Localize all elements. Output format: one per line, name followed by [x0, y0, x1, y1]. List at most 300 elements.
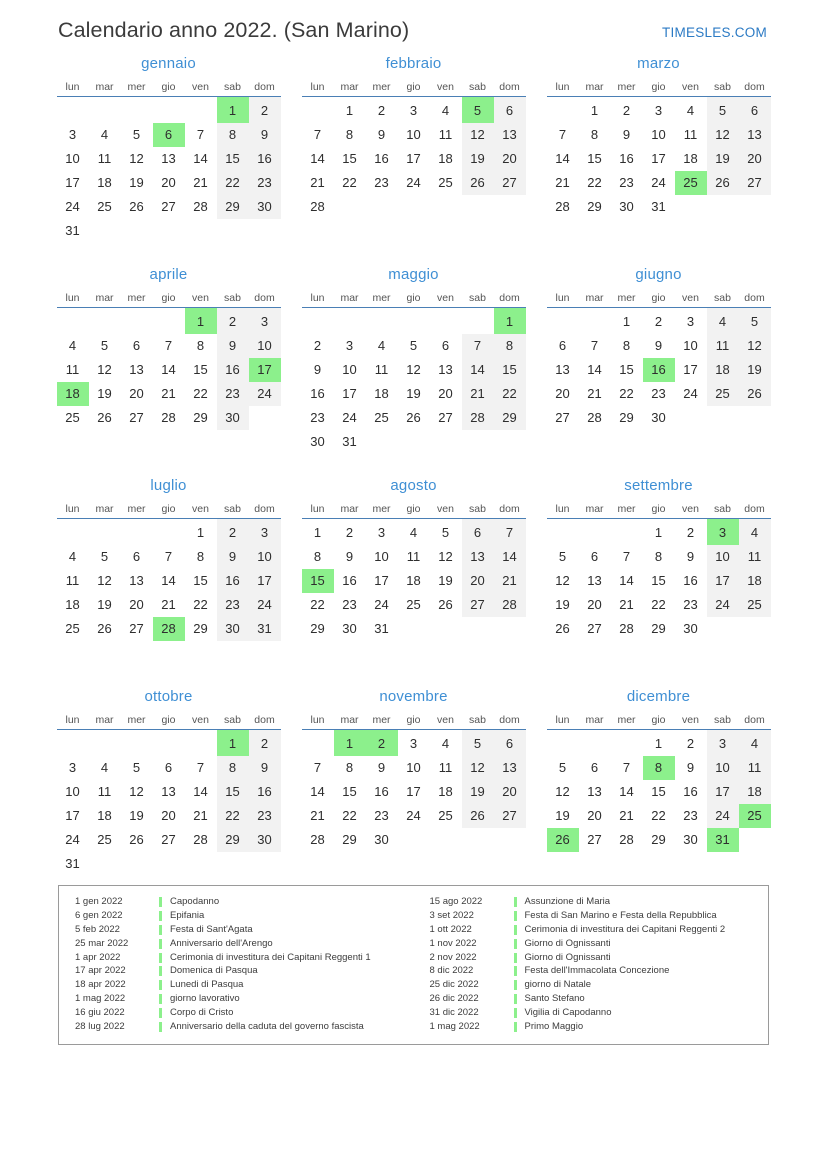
day-cell[interactable]: 19 [129, 808, 144, 823]
day-cell[interactable]: 24 [683, 386, 698, 401]
day-cell[interactable]: 10 [342, 362, 357, 377]
day-cell-weekend[interactable]: 18 [739, 780, 771, 804]
day-cell-weekend[interactable]: 13 [494, 123, 526, 147]
day-cell[interactable]: 26 [555, 621, 570, 636]
day-cell[interactable]: 29 [193, 621, 208, 636]
day-cell-weekend[interactable]: 15 [494, 358, 526, 382]
day-cell-weekend[interactable]: 19 [462, 147, 494, 171]
day-cell[interactable]: 19 [438, 573, 453, 588]
day-cell[interactable]: 11 [683, 127, 698, 142]
day-cell-weekend[interactable]: 26 [462, 804, 494, 828]
day-cell[interactable]: 4 [441, 736, 450, 751]
day-cell[interactable]: 20 [555, 386, 570, 401]
day-cell-weekend[interactable]: 15 [217, 780, 249, 804]
day-cell[interactable]: 24 [374, 597, 389, 612]
day-cell[interactable]: 25 [374, 410, 389, 425]
day-cell[interactable]: 25 [65, 621, 80, 636]
day-cell[interactable]: 24 [406, 808, 421, 823]
day-cell-weekend[interactable]: 5 [707, 97, 739, 124]
day-cell[interactable]: 1 [654, 736, 663, 751]
day-cell-weekend[interactable]: 8 [217, 123, 249, 147]
day-cell[interactable]: 17 [651, 151, 666, 166]
day-cell[interactable]: 21 [310, 175, 325, 190]
day-cell[interactable]: 7 [590, 338, 599, 353]
day-cell[interactable]: 25 [438, 175, 453, 190]
day-cell[interactable]: 17 [406, 784, 421, 799]
day-cell[interactable]: 4 [441, 103, 450, 118]
day-cell[interactable]: 5 [441, 525, 450, 540]
day-cell[interactable]: 22 [193, 386, 208, 401]
day-cell-holiday[interactable]: 31 [707, 828, 739, 852]
day-cell[interactable]: 24 [65, 199, 80, 214]
day-cell[interactable]: 7 [313, 127, 322, 142]
day-cell[interactable]: 2 [654, 314, 663, 329]
day-cell-holiday[interactable]: 28 [153, 617, 185, 641]
day-cell[interactable]: 27 [587, 832, 602, 847]
day-cell-weekend[interactable]: 7 [462, 334, 494, 358]
day-cell-weekend[interactable]: 31 [249, 617, 281, 641]
day-cell[interactable]: 11 [438, 127, 453, 142]
day-cell[interactable]: 8 [313, 549, 322, 564]
day-cell-weekend[interactable]: 20 [462, 569, 494, 593]
day-cell[interactable]: 28 [310, 832, 325, 847]
day-cell[interactable]: 2 [686, 525, 695, 540]
day-cell-weekend[interactable]: 10 [249, 334, 281, 358]
day-cell-weekend[interactable]: 22 [217, 804, 249, 828]
day-cell[interactable]: 13 [161, 151, 176, 166]
day-cell[interactable]: 2 [313, 338, 322, 353]
day-cell[interactable]: 30 [374, 832, 389, 847]
day-cell-weekend[interactable]: 19 [739, 358, 771, 382]
day-cell[interactable]: 20 [438, 386, 453, 401]
day-cell[interactable]: 23 [374, 808, 389, 823]
day-cell[interactable]: 24 [651, 175, 666, 190]
day-cell[interactable]: 10 [683, 338, 698, 353]
day-cell[interactable]: 23 [651, 386, 666, 401]
day-cell[interactable]: 7 [622, 549, 631, 564]
day-cell[interactable]: 26 [438, 597, 453, 612]
day-cell[interactable]: 8 [654, 549, 663, 564]
day-cell[interactable]: 9 [345, 549, 354, 564]
day-cell-weekend[interactable]: 12 [462, 756, 494, 780]
day-cell[interactable]: 29 [587, 199, 602, 214]
day-cell[interactable]: 27 [587, 621, 602, 636]
day-cell[interactable]: 15 [651, 784, 666, 799]
day-cell-weekend[interactable]: 3 [249, 308, 281, 335]
day-cell[interactable]: 23 [310, 410, 325, 425]
day-cell[interactable]: 5 [132, 760, 141, 775]
day-cell[interactable]: 11 [65, 573, 80, 588]
day-cell-weekend[interactable]: 16 [249, 147, 281, 171]
day-cell-weekend[interactable]: 21 [462, 382, 494, 406]
day-cell[interactable]: 26 [129, 832, 144, 847]
day-cell-weekend[interactable]: 20 [494, 147, 526, 171]
day-cell[interactable]: 10 [406, 760, 421, 775]
day-cell[interactable]: 1 [313, 525, 322, 540]
day-cell[interactable]: 23 [374, 175, 389, 190]
day-cell-weekend[interactable]: 23 [217, 593, 249, 617]
day-cell[interactable]: 28 [193, 199, 208, 214]
day-cell-weekend[interactable]: 27 [494, 171, 526, 195]
day-cell[interactable]: 14 [193, 151, 208, 166]
day-cell[interactable]: 24 [65, 832, 80, 847]
day-cell[interactable]: 9 [622, 127, 631, 142]
brand-link[interactable]: TIMESLES.COM [661, 25, 767, 40]
day-cell-weekend[interactable]: 11 [739, 545, 771, 569]
day-cell[interactable]: 3 [409, 103, 418, 118]
day-cell[interactable]: 28 [555, 199, 570, 214]
day-cell[interactable]: 30 [310, 434, 325, 449]
day-cell-weekend[interactable]: 15 [217, 147, 249, 171]
day-cell[interactable]: 17 [342, 386, 357, 401]
day-cell-weekend[interactable]: 4 [739, 730, 771, 757]
day-cell[interactable]: 11 [97, 784, 112, 799]
day-cell[interactable]: 12 [97, 573, 112, 588]
day-cell[interactable]: 13 [129, 573, 144, 588]
day-cell[interactable]: 1 [196, 525, 205, 540]
day-cell-weekend[interactable]: 24 [249, 382, 281, 406]
day-cell-weekend[interactable]: 23 [249, 804, 281, 828]
day-cell[interactable]: 29 [193, 410, 208, 425]
day-cell[interactable]: 14 [619, 573, 634, 588]
day-cell[interactable]: 15 [587, 151, 602, 166]
day-cell-weekend[interactable]: 24 [707, 804, 739, 828]
day-cell[interactable]: 10 [374, 549, 389, 564]
day-cell[interactable]: 9 [313, 362, 322, 377]
day-cell[interactable]: 5 [409, 338, 418, 353]
day-cell[interactable]: 10 [651, 127, 666, 142]
day-cell[interactable]: 12 [438, 549, 453, 564]
day-cell[interactable]: 20 [161, 175, 176, 190]
day-cell[interactable]: 7 [164, 338, 173, 353]
day-cell[interactable]: 30 [683, 832, 698, 847]
day-cell[interactable]: 25 [406, 597, 421, 612]
day-cell-weekend[interactable]: 5 [462, 730, 494, 757]
day-cell[interactable]: 27 [555, 410, 570, 425]
day-cell[interactable]: 13 [129, 362, 144, 377]
day-cell-weekend[interactable]: 22 [494, 382, 526, 406]
day-cell[interactable]: 1 [345, 103, 354, 118]
day-cell-weekend[interactable]: 9 [249, 756, 281, 780]
day-cell[interactable]: 25 [65, 410, 80, 425]
day-cell[interactable]: 29 [651, 621, 666, 636]
day-cell-weekend[interactable]: 26 [462, 171, 494, 195]
day-cell[interactable]: 31 [65, 223, 80, 238]
day-cell[interactable]: 30 [342, 621, 357, 636]
day-cell[interactable]: 11 [65, 362, 80, 377]
day-cell[interactable]: 29 [342, 832, 357, 847]
day-cell[interactable]: 29 [619, 410, 634, 425]
day-cell-holiday[interactable]: 18 [57, 382, 89, 406]
day-cell[interactable]: 27 [161, 199, 176, 214]
day-cell[interactable]: 19 [129, 175, 144, 190]
day-cell-weekend[interactable]: 11 [739, 756, 771, 780]
day-cell[interactable]: 24 [406, 175, 421, 190]
day-cell[interactable]: 19 [97, 597, 112, 612]
day-cell[interactable]: 25 [438, 808, 453, 823]
day-cell[interactable]: 4 [377, 338, 386, 353]
day-cell[interactable]: 16 [619, 151, 634, 166]
day-cell[interactable]: 22 [619, 386, 634, 401]
day-cell[interactable]: 19 [555, 808, 570, 823]
day-cell[interactable]: 17 [374, 573, 389, 588]
day-cell[interactable]: 6 [132, 338, 141, 353]
day-cell[interactable]: 28 [310, 199, 325, 214]
day-cell[interactable]: 8 [196, 338, 205, 353]
day-cell-holiday[interactable]: 17 [249, 358, 281, 382]
day-cell-weekend[interactable]: 10 [707, 545, 739, 569]
day-cell-weekend[interactable]: 30 [249, 195, 281, 219]
day-cell[interactable]: 23 [619, 175, 634, 190]
day-cell[interactable]: 21 [555, 175, 570, 190]
day-cell[interactable]: 12 [406, 362, 421, 377]
day-cell[interactable]: 26 [97, 410, 112, 425]
day-cell-weekend[interactable]: 25 [707, 382, 739, 406]
day-cell[interactable]: 14 [193, 784, 208, 799]
day-cell[interactable]: 17 [65, 175, 80, 190]
day-cell-weekend[interactable]: 10 [249, 545, 281, 569]
day-cell[interactable]: 4 [409, 525, 418, 540]
day-cell-weekend[interactable]: 28 [462, 406, 494, 430]
day-cell[interactable]: 2 [622, 103, 631, 118]
day-cell[interactable]: 17 [406, 151, 421, 166]
day-cell-weekend[interactable]: 18 [739, 569, 771, 593]
day-cell-weekend[interactable]: 7 [494, 519, 526, 546]
day-cell[interactable]: 18 [438, 784, 453, 799]
day-cell-weekend[interactable]: 9 [217, 545, 249, 569]
day-cell[interactable]: 24 [342, 410, 357, 425]
day-cell[interactable]: 10 [65, 151, 80, 166]
day-cell-holiday[interactable]: 6 [153, 123, 185, 147]
day-cell[interactable]: 12 [97, 362, 112, 377]
day-cell-weekend[interactable]: 12 [462, 123, 494, 147]
day-cell[interactable]: 25 [97, 199, 112, 214]
day-cell[interactable]: 18 [683, 151, 698, 166]
day-cell[interactable]: 31 [65, 856, 80, 871]
day-cell[interactable]: 1 [654, 525, 663, 540]
day-cell[interactable]: 20 [129, 386, 144, 401]
day-cell[interactable]: 15 [342, 151, 357, 166]
day-cell[interactable]: 19 [406, 386, 421, 401]
day-cell[interactable]: 3 [377, 525, 386, 540]
day-cell-holiday[interactable]: 1 [217, 97, 249, 124]
day-cell[interactable]: 18 [65, 597, 80, 612]
day-cell-weekend[interactable]: 18 [707, 358, 739, 382]
day-cell[interactable]: 20 [587, 808, 602, 823]
day-cell-weekend[interactable]: 20 [494, 780, 526, 804]
day-cell[interactable]: 11 [406, 549, 421, 564]
day-cell[interactable]: 8 [590, 127, 599, 142]
day-cell[interactable]: 22 [310, 597, 325, 612]
day-cell-weekend[interactable]: 13 [462, 545, 494, 569]
day-cell[interactable]: 13 [555, 362, 570, 377]
day-cell[interactable]: 9 [377, 127, 386, 142]
day-cell[interactable]: 3 [68, 127, 77, 142]
day-cell[interactable]: 7 [196, 127, 205, 142]
day-cell[interactable]: 16 [683, 573, 698, 588]
day-cell[interactable]: 3 [345, 338, 354, 353]
day-cell[interactable]: 6 [132, 549, 141, 564]
day-cell[interactable]: 1 [590, 103, 599, 118]
day-cell[interactable]: 28 [619, 621, 634, 636]
day-cell-holiday[interactable]: 1 [185, 308, 217, 335]
day-cell-weekend[interactable]: 2 [249, 97, 281, 124]
day-cell[interactable]: 8 [345, 760, 354, 775]
day-cell-weekend[interactable]: 3 [249, 519, 281, 546]
day-cell-weekend[interactable]: 28 [494, 593, 526, 617]
day-cell[interactable]: 16 [310, 386, 325, 401]
day-cell[interactable]: 14 [587, 362, 602, 377]
day-cell[interactable]: 11 [374, 362, 389, 377]
day-cell-holiday[interactable]: 15 [302, 569, 334, 593]
day-cell[interactable]: 9 [377, 760, 386, 775]
day-cell[interactable]: 3 [409, 736, 418, 751]
day-cell[interactable]: 10 [406, 127, 421, 142]
day-cell[interactable]: 28 [587, 410, 602, 425]
day-cell[interactable]: 20 [587, 597, 602, 612]
day-cell-weekend[interactable]: 24 [249, 593, 281, 617]
day-cell[interactable]: 13 [438, 362, 453, 377]
day-cell[interactable]: 5 [100, 338, 109, 353]
day-cell[interactable]: 21 [193, 808, 208, 823]
day-cell[interactable]: 26 [97, 621, 112, 636]
day-cell[interactable]: 7 [313, 760, 322, 775]
day-cell[interactable]: 14 [161, 573, 176, 588]
day-cell[interactable]: 23 [683, 808, 698, 823]
day-cell[interactable]: 23 [683, 597, 698, 612]
day-cell[interactable]: 3 [68, 760, 77, 775]
day-cell[interactable]: 22 [342, 808, 357, 823]
day-cell-weekend[interactable]: 24 [707, 593, 739, 617]
day-cell[interactable]: 23 [342, 597, 357, 612]
day-cell-weekend[interactable]: 6 [494, 730, 526, 757]
day-cell[interactable]: 26 [129, 199, 144, 214]
day-cell-weekend[interactable]: 13 [739, 123, 771, 147]
day-cell-weekend[interactable]: 4 [739, 519, 771, 546]
day-cell[interactable]: 3 [686, 314, 695, 329]
day-cell[interactable]: 30 [651, 410, 666, 425]
day-cell[interactable]: 16 [374, 151, 389, 166]
day-cell[interactable]: 6 [558, 338, 567, 353]
day-cell[interactable]: 12 [555, 784, 570, 799]
day-cell[interactable]: 18 [97, 175, 112, 190]
day-cell[interactable]: 10 [65, 784, 80, 799]
day-cell[interactable]: 4 [68, 549, 77, 564]
day-cell[interactable]: 28 [193, 832, 208, 847]
day-cell-weekend[interactable]: 23 [217, 382, 249, 406]
day-cell-weekend[interactable]: 25 [739, 593, 771, 617]
day-cell[interactable]: 4 [100, 127, 109, 142]
day-cell[interactable]: 11 [438, 760, 453, 775]
day-cell[interactable]: 14 [555, 151, 570, 166]
day-cell-holiday[interactable]: 25 [675, 171, 707, 195]
day-cell[interactable]: 27 [129, 621, 144, 636]
day-cell[interactable]: 22 [587, 175, 602, 190]
day-cell-weekend[interactable]: 21 [494, 569, 526, 593]
day-cell[interactable]: 22 [342, 175, 357, 190]
day-cell-weekend[interactable]: 14 [462, 358, 494, 382]
day-cell[interactable]: 13 [587, 784, 602, 799]
day-cell-holiday[interactable]: 26 [547, 828, 579, 852]
day-cell-holiday[interactable]: 25 [739, 804, 771, 828]
day-cell-weekend[interactable]: 6 [739, 97, 771, 124]
day-cell[interactable]: 8 [196, 549, 205, 564]
day-cell[interactable]: 6 [590, 760, 599, 775]
day-cell[interactable]: 29 [310, 621, 325, 636]
day-cell[interactable]: 12 [129, 784, 144, 799]
day-cell[interactable]: 16 [342, 573, 357, 588]
day-cell-weekend[interactable]: 17 [707, 780, 739, 804]
day-cell[interactable]: 15 [193, 362, 208, 377]
day-cell[interactable]: 7 [558, 127, 567, 142]
day-cell[interactable]: 15 [651, 573, 666, 588]
day-cell-weekend[interactable]: 2 [217, 519, 249, 546]
day-cell-holiday[interactable]: 16 [643, 358, 675, 382]
day-cell[interactable]: 27 [129, 410, 144, 425]
day-cell-weekend[interactable]: 9 [217, 334, 249, 358]
day-cell[interactable]: 14 [619, 784, 634, 799]
day-cell[interactable]: 20 [129, 597, 144, 612]
day-cell[interactable]: 21 [161, 386, 176, 401]
day-cell[interactable]: 27 [438, 410, 453, 425]
day-cell[interactable]: 21 [161, 597, 176, 612]
day-cell[interactable]: 21 [619, 597, 634, 612]
day-cell[interactable]: 7 [164, 549, 173, 564]
day-cell[interactable]: 18 [438, 151, 453, 166]
day-cell[interactable]: 2 [345, 525, 354, 540]
day-cell-weekend[interactable]: 8 [494, 334, 526, 358]
day-cell[interactable]: 4 [100, 760, 109, 775]
day-cell[interactable]: 4 [68, 338, 77, 353]
day-cell-holiday[interactable]: 8 [643, 756, 675, 780]
day-cell[interactable]: 5 [558, 549, 567, 564]
day-cell[interactable]: 9 [686, 760, 695, 775]
day-cell[interactable]: 7 [196, 760, 205, 775]
day-cell-weekend[interactable]: 5 [739, 308, 771, 335]
day-cell-weekend[interactable]: 23 [249, 171, 281, 195]
day-cell-weekend[interactable]: 2 [249, 730, 281, 757]
day-cell-holiday[interactable]: 5 [462, 97, 494, 124]
day-cell-weekend[interactable]: 13 [494, 756, 526, 780]
day-cell[interactable]: 14 [161, 362, 176, 377]
day-cell[interactable]: 21 [310, 808, 325, 823]
day-cell-weekend[interactable]: 16 [249, 780, 281, 804]
day-cell[interactable]: 2 [686, 736, 695, 751]
day-cell-weekend[interactable]: 8 [217, 756, 249, 780]
day-cell[interactable]: 21 [193, 175, 208, 190]
day-cell-weekend[interactable]: 11 [707, 334, 739, 358]
day-cell[interactable]: 18 [374, 386, 389, 401]
day-cell[interactable]: 11 [97, 151, 112, 166]
day-cell[interactable]: 22 [651, 597, 666, 612]
day-cell[interactable]: 14 [310, 151, 325, 166]
day-cell-weekend[interactable]: 19 [462, 780, 494, 804]
day-cell-weekend[interactable]: 9 [249, 123, 281, 147]
day-cell-holiday[interactable]: 1 [334, 730, 366, 757]
day-cell[interactable]: 30 [683, 621, 698, 636]
day-cell-weekend[interactable]: 12 [739, 334, 771, 358]
day-cell[interactable]: 17 [683, 362, 698, 377]
day-cell-holiday[interactable]: 1 [217, 730, 249, 757]
day-cell-weekend[interactable]: 2 [217, 308, 249, 335]
day-cell[interactable]: 12 [129, 151, 144, 166]
day-cell[interactable]: 31 [374, 621, 389, 636]
day-cell[interactable]: 21 [619, 808, 634, 823]
day-cell-weekend[interactable]: 14 [494, 545, 526, 569]
day-cell-weekend[interactable]: 30 [217, 617, 249, 641]
day-cell-weekend[interactable]: 29 [494, 406, 526, 430]
day-cell-weekend[interactable]: 3 [707, 730, 739, 757]
